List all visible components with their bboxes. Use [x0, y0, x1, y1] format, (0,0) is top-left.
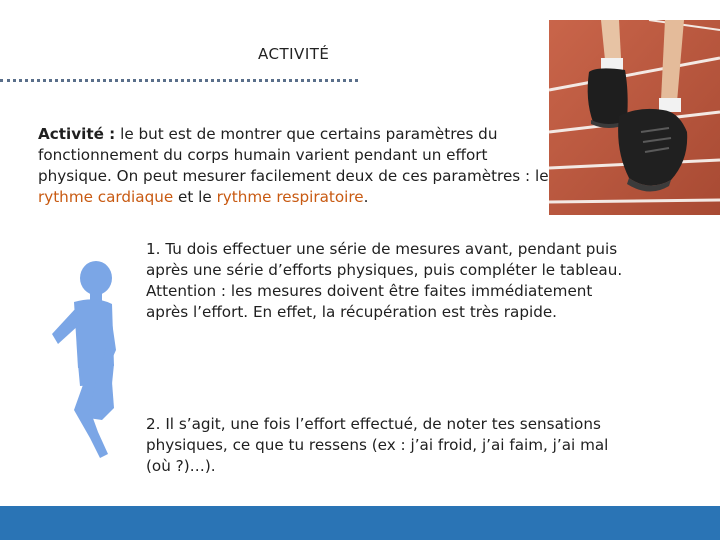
respiratory-rate-term: rythme respiratoire — [216, 188, 364, 206]
step-2-text: 2. Il s’agit, une fois l’effort effectué, de noter tes sensations physiques, ce que tu ressens (ex : j’ai froid, j’ai faim, j’ai mal (où ?)…). — [146, 415, 609, 475]
step-1-text: 1. Tu dois effectuer une série de mesures avant, pendant puis après une série d’efforts physiques, puis compléter le tableau. — [146, 240, 623, 279]
running-track-photo — [549, 20, 720, 215]
intro-text-2: et le — [173, 188, 217, 206]
activity-label: Activité : — [38, 125, 116, 143]
intro-text-1: le but est de montrer que certains paramètres du fonctionnement du corps humain varient pendant un effort physique. On peut mesurer facilement deux de ces paramètres : le — [38, 125, 549, 185]
footer-bar — [0, 506, 720, 540]
intro-text-3: . — [363, 188, 369, 206]
instruction-step-2 — [146, 414, 636, 477]
step-1-note: Attention : les mesures doivent être faites immédiatement après l’effort. En effet, la récupération est très rapide. — [146, 282, 593, 321]
instruction-step-1 — [146, 239, 636, 323]
dotted-divider — [0, 79, 358, 82]
page-title: ACTIVITÉ — [258, 45, 330, 63]
running-child-figure — [44, 258, 124, 463]
intro-paragraph — [38, 124, 553, 208]
heart-rate-term: rythme cardiaque — [38, 188, 174, 206]
